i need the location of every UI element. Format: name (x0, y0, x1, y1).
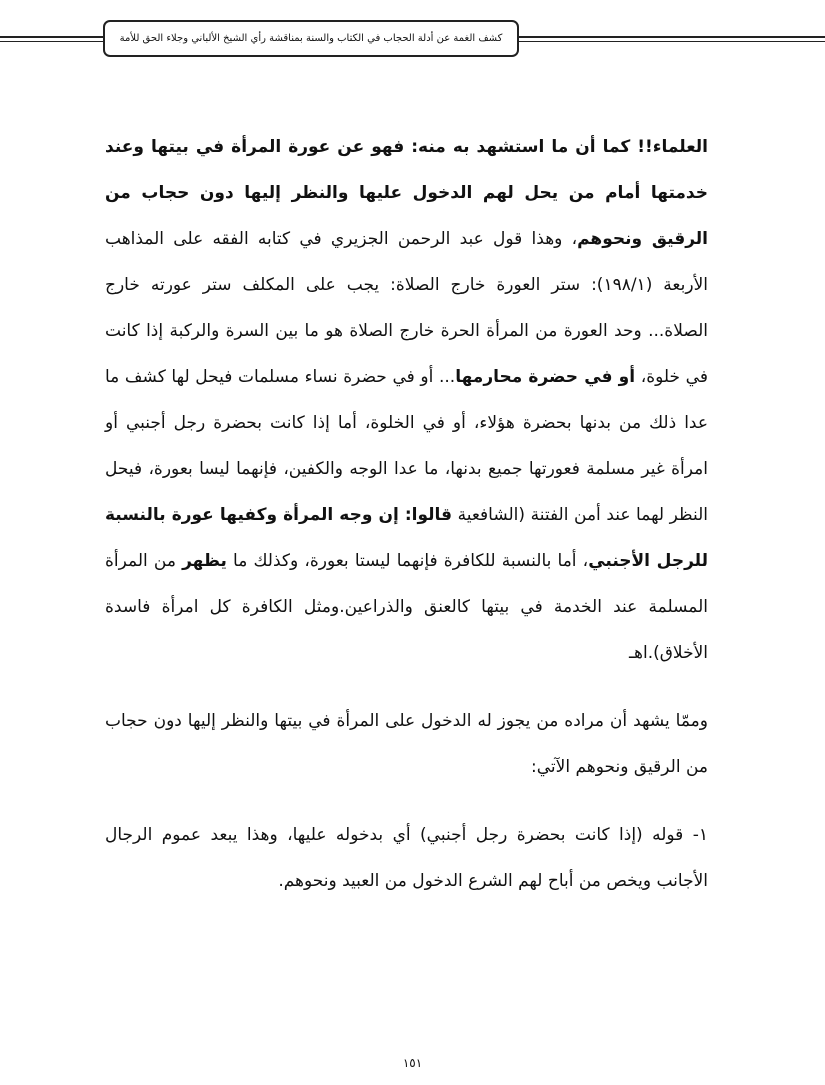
paragraph-2: وممّا يشهد أن مراده من يجوز له الدخول على المرأة في بيتها والنظر إليها دون حجاب من الرقيق ونحوهم الآتي: (105, 711, 708, 777)
p1-segment-3: ، وهذا قول عبد الرحمن الجزيري في كتابه الفقه على المذاهب الأربعة (١٩٨/١): ستر العورة خارج الصلاة: يجب على المكلف ستر عورته خارج الصلاة... وحد العورة من المرأة الحرة خارج الصلاة هو ما بين السرة والركبة إذا كانت في خلوة، (105, 229, 708, 387)
running-header (103, 20, 519, 57)
paragraph-gap (105, 790, 708, 812)
p1-segment-6: قالوا: إن وجه المرأة وكفيها عورة بالنسبة للرجل الأجنبي (105, 505, 708, 571)
p1-segment-2: فهو عن عورة المرأة في بيتها وعند خدمتها أمام من يحل لهم الدخول عليها والنظر إليها دون حجاب من الرقيق ونحوهم (105, 137, 709, 249)
page-number: ١٥١ (402, 1056, 423, 1070)
p1-segment-9: من المرأة المسلمة عند الخدمة في بيتها كالعنق والذراعين.ومثل الكافرة كل امرأة فاسدة الأخلاق).اهـ (105, 551, 708, 663)
p1-segment-1: العلماء!! كما أن ما استشهد به منه: (404, 137, 708, 157)
book-title: كشف الغمة عن أدلة الحجاب في الكتاب والسنة بمناقشة رأي الشيخ الألباني وجلاء الحق للأمة (119, 33, 503, 44)
p1-segment-4: أو في حضرة محارمها (455, 367, 636, 387)
p1-segment-8: يظهر (182, 551, 227, 571)
paragraph-3: ١- قوله (إذا كانت بحضرة رجل أجنبي) أي بدخوله عليها، وهذا يبعد عموم الرجال الأجانب ويخص من أباح لهم الشرع الدخول من العبيد ونحوهم. (105, 825, 708, 891)
p1-segment-5: ... أو في حضرة نساء مسلمات فيحل لها كشف ما عدا ذلك من بدنها بحضرة هؤلاء، أو في الخلوة، أما إذا كانت بحضرة رجل أجنبي أو امرأة غير مسلمة فعورتها جميع بدنها، ما عدا الوجه والكفين، فإنهما ليسا بعورة، فيحل النظر لهما عند أمن الفتنة (الشافعية (105, 367, 708, 525)
paragraph-gap (105, 676, 708, 698)
p1-segment-7: ، أما بالنسبة للكافرة فإنهما ليستا بعورة، وكذلك ما (226, 551, 589, 571)
paragraph-1 (105, 124, 708, 676)
page-body (105, 124, 708, 904)
